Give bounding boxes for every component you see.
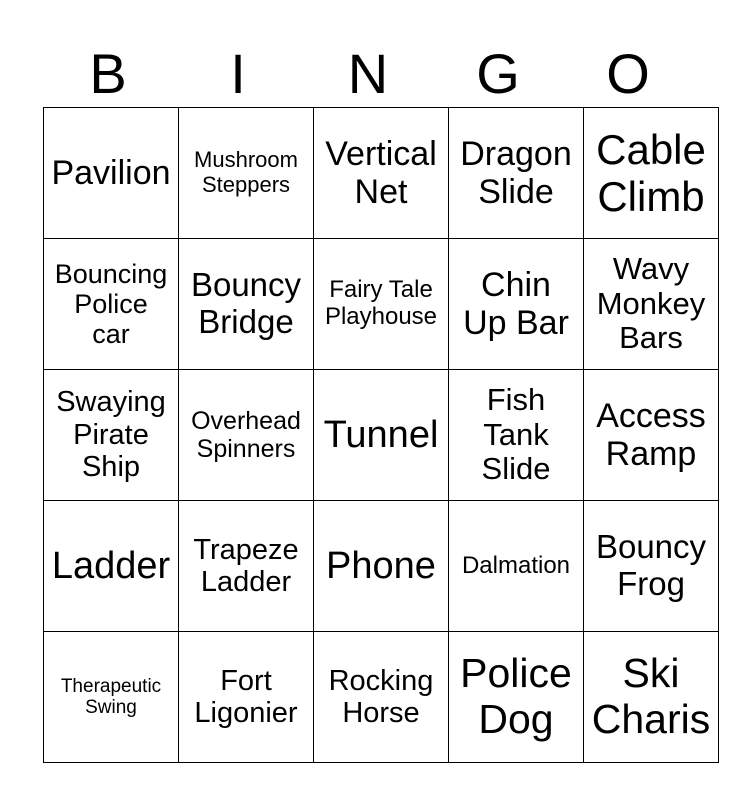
board-row bbox=[44, 370, 719, 501]
bingo-cell[interactable]: Ladder bbox=[44, 501, 179, 632]
board-row bbox=[44, 239, 719, 370]
bingo-board bbox=[43, 107, 719, 763]
bingo-cell[interactable]: Fish Tank Slide bbox=[449, 370, 584, 501]
bingo-cell[interactable]: Chin Up Bar bbox=[449, 239, 584, 370]
bingo-cell[interactable]: Pavilion bbox=[44, 108, 179, 239]
bingo-cell[interactable]: Cable Climb bbox=[584, 108, 719, 239]
header-letter-g: G bbox=[476, 42, 520, 105]
bingo-cell[interactable]: Dalmation bbox=[449, 501, 584, 632]
bingo-cell[interactable]: Tunnel bbox=[314, 370, 449, 501]
header-letter-i: I bbox=[230, 42, 246, 105]
bingo-cell[interactable]: Fort Ligonier bbox=[179, 632, 314, 763]
header-letter-b: B bbox=[89, 42, 127, 105]
bingo-cell[interactable]: Overhead Spinners bbox=[179, 370, 314, 501]
bingo-cell[interactable]: Fairy Tale Playhouse bbox=[314, 239, 449, 370]
bingo-cell[interactable]: Swaying Pirate Ship bbox=[44, 370, 179, 501]
bingo-cell[interactable]: Police Dog bbox=[449, 632, 584, 763]
bingo-cell[interactable]: Rocking Horse bbox=[314, 632, 449, 763]
board-row bbox=[44, 108, 719, 239]
bingo-cell[interactable]: Phone bbox=[314, 501, 449, 632]
bingo-cell[interactable]: Bouncing Police car bbox=[44, 239, 179, 370]
bingo-cell[interactable]: Trapeze Ladder bbox=[179, 501, 314, 632]
bingo-cell[interactable]: Vertical Net bbox=[314, 108, 449, 239]
bingo-cell[interactable]: Wavy Monkey Bars bbox=[584, 239, 719, 370]
board-row bbox=[44, 501, 719, 632]
bingo-cell[interactable]: Therapeutic Swing bbox=[44, 632, 179, 763]
header-letter-n: N bbox=[347, 42, 389, 105]
bingo-cell[interactable]: Bouncy Bridge bbox=[179, 239, 314, 370]
bingo-cell[interactable]: Dragon Slide bbox=[449, 108, 584, 239]
header-letter-o: O bbox=[606, 42, 650, 105]
bingo-header bbox=[43, 42, 693, 106]
bingo-cell[interactable]: Access Ramp bbox=[584, 370, 719, 501]
bingo-cell[interactable]: Ski Charis bbox=[584, 632, 719, 763]
board-row bbox=[44, 632, 719, 763]
bingo-cell[interactable]: Mushroom Steppers bbox=[179, 108, 314, 239]
bingo-cell[interactable]: Bouncy Frog bbox=[584, 501, 719, 632]
